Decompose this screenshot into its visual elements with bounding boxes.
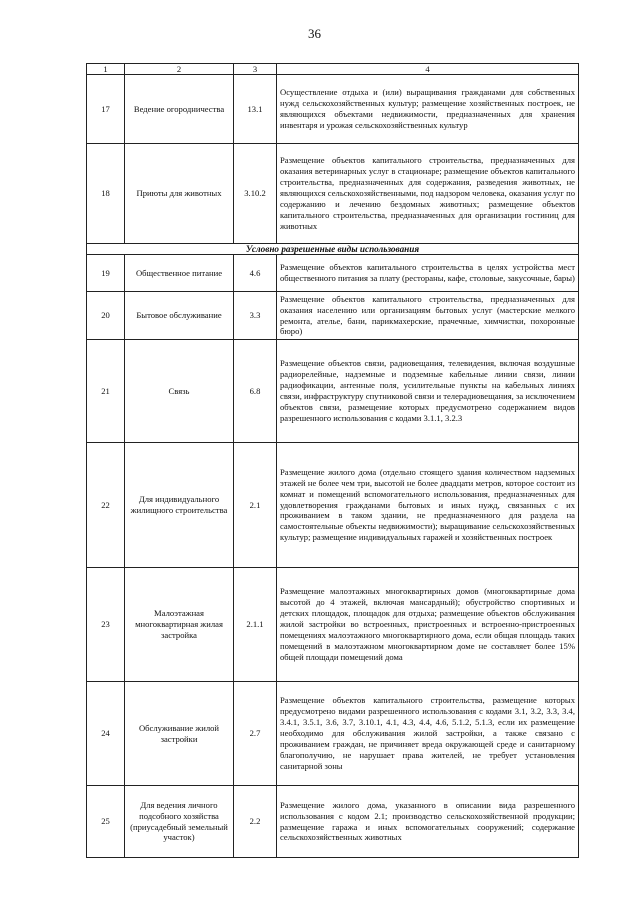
use-code: 2.7 bbox=[234, 682, 277, 786]
use-name: Связь bbox=[125, 340, 234, 443]
use-description: Размещение жилого дома, указанного в описании вида разрешенного использования с кодом 2.1; производство сельскохозяйственной продукции; размещение гаража и иных вспомогательных сооружений; содержание сельскохозяйственных животных bbox=[277, 786, 579, 858]
use-name: Общественное питание bbox=[125, 255, 234, 292]
use-name: Приюты для животных bbox=[125, 144, 234, 244]
table-header-row bbox=[87, 64, 579, 75]
page-number: 36 bbox=[308, 26, 321, 41]
use-code: 3.3 bbox=[234, 292, 277, 340]
table-row bbox=[87, 568, 579, 682]
row-number: 23 bbox=[87, 568, 125, 682]
table-row bbox=[87, 255, 579, 292]
use-name: Для ведения личного подсобного хозяйства (приусадебный земельный участок) bbox=[125, 786, 234, 858]
table-row bbox=[87, 340, 579, 443]
use-description: Размещение малоэтажных многоквартирных домов (многоквартирные дома высотой до 4 этажей, включая мансардный); обустройство спортивных и детских площадок, площадок для отдыха; размещение объектов обслуживания жилой застройки во встроенных, пристроенных и встроенно-пристроенных помещениях малоэтажного многоквартирного дома, если общая площадь таких помещений в малоэтажном многоквартирном доме не составляет более 15% общей площади помещений дома bbox=[277, 568, 579, 682]
use-description: Размещение объектов капитального строительства, размещение которых предусмотрено видами разрешенного использования с кодами 3.1, 3.2, 3.3, 3.4, 3.4.1, 3.5.1, 3.6, 3.7, 3.10.1, 4.1, 4.3, 4.4, 4.6, 5.1.2, 5.1.3, если их размещение необходимо для обслуживания жилой застройки, а также связано с проживанием граждан, не причиняет вреда окружающей среде и санитарному благополучию, не нарушает права жителей, не требует установления санитарной зоны bbox=[277, 682, 579, 786]
use-name: Обслуживание жилой застройки bbox=[125, 682, 234, 786]
header-cell: 3 bbox=[234, 64, 277, 75]
use-description: Осуществление отдыха и (или) выращивания гражданами для собственных нужд сельскохозяйственных культур; размещение хозяйственных построек, не являющихся объектами недвижимости, предназначенных для хранения инвентаря и урожая сельскохозяйственных культур bbox=[277, 75, 579, 144]
table-row bbox=[87, 443, 579, 568]
use-description: Размещение объектов капитального строительства, предназначенных для оказания населению или организациям бытовых услуг (мастерские мелкого ремонта, ателье, бани, парикмахерские, прачечные, химчистки, похоронные бюро) bbox=[277, 292, 579, 340]
use-code: 3.10.2 bbox=[234, 144, 277, 244]
table-row bbox=[87, 682, 579, 786]
row-number: 20 bbox=[87, 292, 125, 340]
row-number: 21 bbox=[87, 340, 125, 443]
header-cell: 2 bbox=[125, 64, 234, 75]
use-code: 2.1.1 bbox=[234, 568, 277, 682]
section-title: Условно разрешенные виды использования bbox=[87, 244, 579, 255]
use-name: Для индивидуального жилищного строительства bbox=[125, 443, 234, 568]
table-row bbox=[87, 786, 579, 858]
table-row bbox=[87, 292, 579, 340]
use-code: 2.2 bbox=[234, 786, 277, 858]
use-name: Ведение огородничества bbox=[125, 75, 234, 144]
row-number: 17 bbox=[87, 75, 125, 144]
row-number: 22 bbox=[87, 443, 125, 568]
header-cell: 4 bbox=[277, 64, 579, 75]
table-row bbox=[87, 75, 579, 144]
use-description: Размещение жилого дома (отдельно стоящего здания количеством надземных этажей не более чем три, высотой не более двадцати метров, которое состоит из комнат и помещений вспомогательного использования, предназначенных для удовлетворения гражданами бытовых и иных нужд, связанных с их проживанием в таком здании, не предназначенного для раздела на самостоятельные объекты недвижимости); выращивание сельскохозяйственных культур; размещение индивидуальных гаражей и хозяйственных построек bbox=[277, 443, 579, 568]
use-description: Размещение объектов связи, радиовещания, телевидения, включая воздушные радиорелейные, надземные и подземные кабельные линии связи, линии радиофикации, антенные поля, усилительные пункты на кабельных линиях связи, инфраструктуру спутниковой связи и телерадиовещания, за исключением объектов связи, размещение которых предусмотрено содержанием видов разрешенного использования с кодами 3.1.1, 3.2.3 bbox=[277, 340, 579, 443]
use-description: Размещение объектов капитального строительства в целях устройства мест общественного питания за плату (рестораны, кафе, столовые, закусочные, бары) bbox=[277, 255, 579, 292]
use-description: Размещение объектов капитального строительства, предназначенных для оказания ветеринарных услуг в стационаре; размещение объектов капитального строительства, предназначенных для содержания, разведения животных, не являющихся сельскохозяйственными, под надзором человека, оказания услуг по содержанию и лечению бездомных животных; размещение объектов капитального строительства, предназначенных для организации гостиниц для животных bbox=[277, 144, 579, 244]
use-code: 6.8 bbox=[234, 340, 277, 443]
land-use-table bbox=[86, 63, 579, 858]
use-name: Малоэтажная многоквартирная жилая застройка bbox=[125, 568, 234, 682]
row-number: 24 bbox=[87, 682, 125, 786]
use-name: Бытовое обслуживание bbox=[125, 292, 234, 340]
table-row bbox=[87, 144, 579, 244]
row-number: 18 bbox=[87, 144, 125, 244]
section-row bbox=[87, 244, 579, 255]
use-code: 13.1 bbox=[234, 75, 277, 144]
header-cell: 1 bbox=[87, 64, 125, 75]
row-number: 19 bbox=[87, 255, 125, 292]
use-code: 4.6 bbox=[234, 255, 277, 292]
row-number: 25 bbox=[87, 786, 125, 858]
use-code: 2.1 bbox=[234, 443, 277, 568]
